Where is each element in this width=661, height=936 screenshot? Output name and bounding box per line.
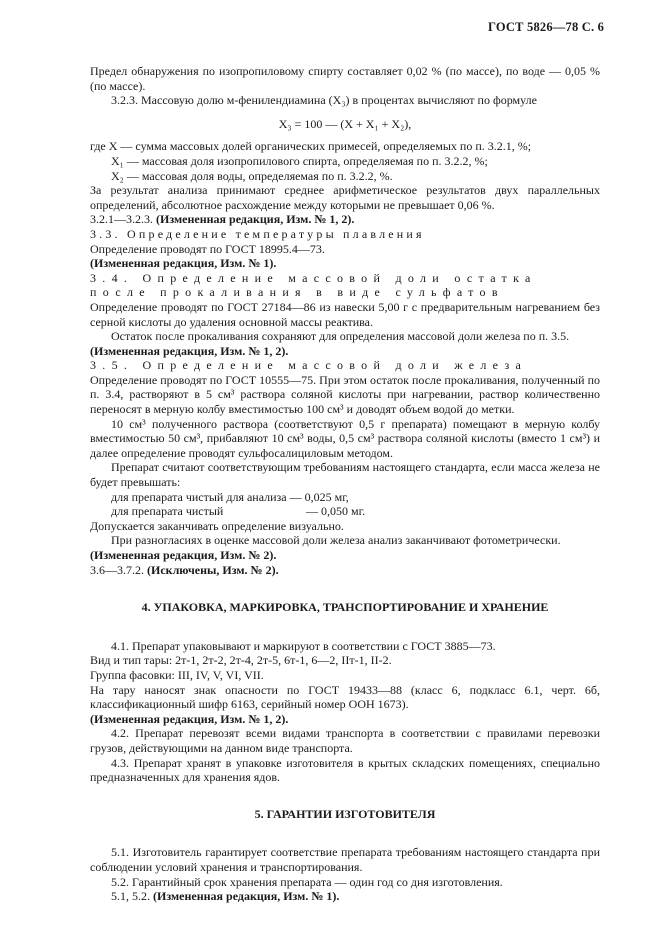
paragraph: Предел обнаружения по изопропиловому спирту составляет 0,02 % (по массе), по воде — 0,05 % (по массе). [90, 64, 600, 93]
edit-note [90, 889, 600, 904]
clause-number: 3.2.1—3.2.3. [90, 212, 153, 227]
paragraph: Определение проводят по ГОСТ 10555—75. При этом остаток после прокаливания, полученный по п. 3.4, растворяют в 5 см³ раствора соляной кислоты при нагревании, раствор количественно переносят в мерную колбу вместимостью 100 см³ и доводят объем водой до метки. [90, 372, 600, 417]
clause-number: 5.1, 5.2. [111, 889, 150, 904]
paragraph: Препарат считают соответствующим требованиям настоящего стандарта, если масса железа не будет превышать: [90, 460, 600, 490]
edit-label: (Исключены, Изм. № 2). [147, 562, 279, 577]
page-header: ГОСТ 5826—78 С. 6 [488, 20, 605, 34]
edit-note: (Измененная редакция, Изм. № 1). [90, 256, 277, 271]
section-title: 4. УПАКОВКА, МАРКИРОВКА, ТРАНСПОРТИРОВАНИЕ И ХРАНЕНИЕ [141, 600, 549, 615]
limit-value: — 0,050 мг. [306, 504, 366, 519]
paragraph: 3.2.3. Массовую долю м-фенилендиамина (X₃) в процентах вычисляют по формуле [111, 93, 537, 108]
paragraph: Определение проводят по ГОСТ 18995.4—73. [90, 241, 325, 256]
edit-note [90, 212, 600, 227]
paragraph: На тару наносят знак опасности по ГОСТ 19433—88 (класс 6, подкласс 6.1, черт. 6б, классификационный шифр 6163, серийный номер ООН 1673). [90, 682, 600, 712]
formula-where: X₁ — массовая доля изопропилового спирта, определяемая по п. 3.2.2, %; [111, 153, 488, 168]
paragraph: 4.2. Препарат перевозят всеми видами транспорта в соответствии с правилами перевозки грузов, действующими на данном виде транспорта. [90, 726, 600, 755]
paragraph: Определение проводят по ГОСТ 27184—86 из навески 5,00 г с предварительным нагреванием без серной кислоты до удаления основной массы реактива. [90, 299, 600, 329]
page-content [90, 64, 600, 904]
subsection-heading: 3.5. Определение массовой доли железа [90, 358, 528, 373]
paragraph: 4.3. Препарат хранят в упаковке изготовителя в крытых складских помещениях, специально предназначенных для хранения ядов. [90, 755, 600, 785]
paragraph: 5.2. Гарантийный срок хранения препарата — один год со дня изготовления. [111, 874, 503, 889]
formula-where: где X — сумма массовых долей органических примесей, определяемых по п. 3.2.1, %; [90, 139, 532, 154]
formula: X₃ = 100 — (X + X₁ + X₂), [278, 116, 412, 131]
edit-label: (Измененная редакция, Изм. № 1, 2). [156, 212, 355, 227]
paragraph: Группа фасовки: III, IV, V, VI, VII. [90, 667, 264, 682]
limit-line [90, 504, 600, 519]
subsection-heading: 3.3. Определение температуры плавления [90, 226, 425, 241]
paragraph: Вид и тип тары: 2т-1, 2т-2, 2т-4, 2т-5, 6т-1, 6—2, IIт-1, II-2. [90, 653, 392, 668]
edit-note: (Измененная редакция, Изм. № 1, 2). [90, 711, 289, 726]
paragraph: 10 см³ полученного раствора (соответствуют 0,5 г препарата) помещают в мерную колбу вместимостью 50 см³, прибавляют 10 см³ воды, 0,5 см³ раствора соляной кислоты (вместо 1 см³) и далее определение проводят сульфосалициловым методом. [90, 416, 600, 460]
subsection-heading: 3.4. Определение массовой доли остатка после прокаливания в виде сульфатов [90, 270, 537, 300]
paragraph: Допускается заканчивать определение визуально. [90, 518, 344, 533]
section-title: 5. ГАРАНТИИ ИЗГОТОВИТЕЛЯ [254, 806, 436, 821]
edit-label: (Измененная редакция, Изм. № 1). [153, 889, 340, 904]
paragraph: При разногласиях в оценке массовой доли железа анализ заканчивают фотометрически. [111, 533, 561, 548]
paragraph: 5.1. Изготовитель гарантирует соответствие препарата требованиям настоящего стандарта при соблюдении условий хранения и транспортирования. [90, 845, 600, 874]
edit-note: (Измененная редакция, Изм. № 1, 2). [90, 343, 289, 358]
paragraph: 4.1. Препарат упаковывают и маркируют в соответствии с ГОСТ 3885—73. [111, 638, 496, 653]
edit-note [90, 563, 600, 578]
limit-label: для препарата чистый [111, 504, 224, 519]
limit-line: для препарата чистый для анализа — 0,025 мг, [111, 489, 349, 504]
clause-number: 3.6—3.7.2. [90, 562, 144, 577]
paragraph: За результат анализа принимают среднее арифметическое результатов двух параллельных определений, абсолютное расхождение между которыми не превышает 0,06 %. [90, 183, 600, 212]
formula-where: X₂ — массовая доля воды, определяемая по п. 3.2.2, %. [111, 168, 393, 183]
paragraph: Остаток после прокаливания сохраняют для определения массовой доли железа по п. 3.5. [111, 329, 570, 344]
edit-note: (Измененная редакция, Изм. № 2). [90, 548, 277, 562]
